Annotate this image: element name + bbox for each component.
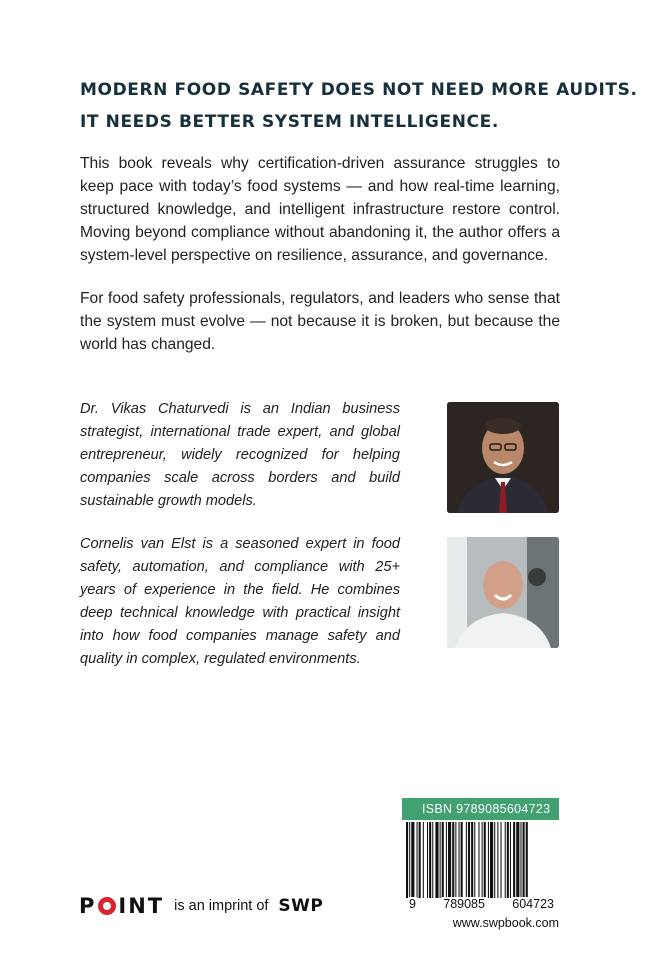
author-photo-chaturvedi: [447, 402, 559, 513]
isbn-label: ISBN 9789085604723: [402, 798, 559, 820]
headline: [80, 74, 638, 138]
barcode-bar: [526, 822, 528, 898]
point-logo-int: INT: [118, 894, 165, 918]
barcode-bar: [432, 822, 433, 898]
barcode-bar: [423, 822, 424, 898]
barcode-digit-group-1: 789085: [443, 897, 485, 911]
barcode-bar: [417, 822, 418, 898]
barcode-bar: [497, 822, 498, 898]
description-paragraph-2: For food safety professionals, regulators, and leaders who sense that the system must evolve — not because it is broken, but because the world has changed.: [80, 290, 560, 353]
swp-logo: SWP: [278, 896, 324, 916]
barcode-bar: [488, 822, 489, 898]
headline-line-2: IT NEEDS BETTER SYSTEM INTELLIGENCE.: [80, 112, 499, 132]
barcode-bar: [406, 822, 408, 898]
imprint-line: [79, 893, 323, 919]
barcode-bar: [466, 822, 467, 898]
barcode-bar: [482, 822, 483, 898]
barcode-digits: [402, 897, 559, 911]
description-paragraph-1: This book reveals why certification-driven assurance struggles to keep pace with today’s food systems — and how real-time learning, structured knowledge, and intelligent infrastructure restore control. Moving beyond compliance without abandoning it, the author offers a system-level perspective on resilience, assurance, and governance.: [80, 155, 560, 264]
barcode-bar: [435, 822, 438, 898]
barcode-digit-prefix: 9: [409, 897, 416, 911]
author-bio-chaturvedi: Dr. Vikas Chaturvedi is an Indian business strategist, international trade expert, and global entrepreneur, widely recognized for helping companies scale across borders and build sustainable growth models.: [80, 401, 400, 509]
barcode-bar: [471, 822, 473, 898]
barcode-bar: [484, 822, 486, 898]
author-bio-van-elst: Cornelis van Elst is a seasoned expert in food safety, automation, and compliance with 25+ years of experience in the field. He combines deep technical knowledge with practical insight into how food companies manage safety and quality in complex, regulated environments.: [80, 536, 400, 667]
barcode-bar: [516, 822, 519, 898]
barcode-bar: [494, 822, 495, 898]
imprint-text: is an imprint of: [174, 898, 269, 914]
barcode-digit-group-2: 604723: [512, 897, 554, 911]
barcode-bar: [427, 822, 428, 898]
barcode-bar: [461, 822, 463, 898]
barcode-bar: [510, 822, 511, 898]
barcode-bar: [501, 822, 502, 898]
barcode-bar: [520, 822, 521, 898]
point-logo-p: P: [79, 894, 97, 918]
barcode-bar: [455, 822, 456, 898]
barcode-bar: [452, 822, 454, 898]
barcode-bar: [411, 822, 414, 898]
barcode-bar: [446, 822, 447, 898]
headline-line-1: MODERN FOOD SAFETY DOES NOT NEED MORE AUDITS.: [80, 80, 638, 100]
barcode-bar: [419, 822, 421, 898]
point-logo-dot-icon: [98, 897, 116, 915]
barcode-bar: [409, 822, 410, 898]
barcode-bar: [523, 822, 525, 898]
barcode-bar: [442, 822, 444, 898]
author-photo-van-elst: [447, 537, 559, 648]
barcode-bar: [474, 822, 475, 898]
barcode-bar: [507, 822, 509, 898]
barcode-bar: [440, 822, 441, 898]
barcode-bar: [429, 822, 431, 898]
website-url: www.swpbook.com: [452, 916, 559, 930]
barcode-bar: [468, 822, 470, 898]
barcode-bar: [505, 822, 506, 898]
barcode-bar: [459, 822, 460, 898]
barcode-bar: [478, 822, 479, 898]
barcode-bar: [448, 822, 451, 898]
point-logo: [79, 894, 164, 918]
barcode-bar: [490, 822, 493, 898]
barcode-bar: [513, 822, 515, 898]
